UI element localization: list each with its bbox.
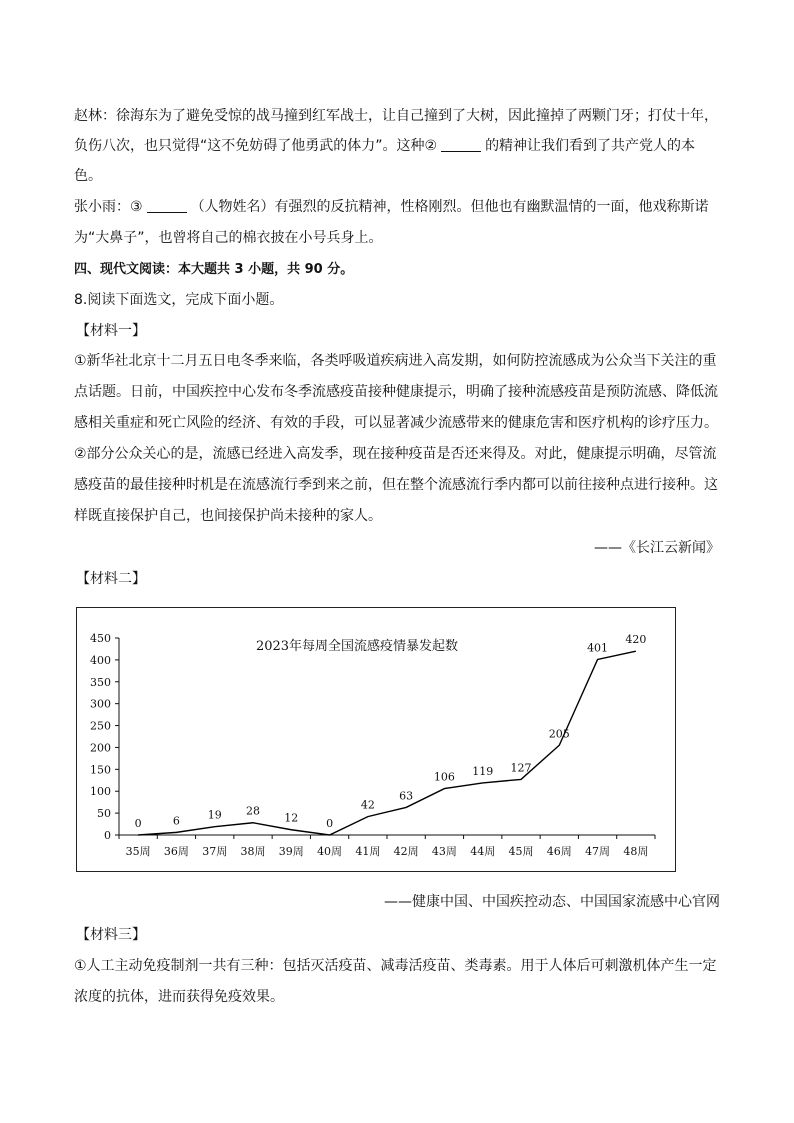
data-label: 420	[625, 633, 647, 647]
material1-line-1: ①新华社北京十二月五日电冬季来临，各类呼吸道疾病进入高发期，如何防控流感成为公众当下关注的重	[74, 353, 717, 369]
zhangxiaoyu-line-1b: （人物姓名）有强烈的反抗精神，性格刚烈。但他也有幽默温情的一面，他戏称斯诺	[190, 199, 709, 215]
x-tick-label: 43周	[431, 845, 457, 858]
material1-line-6: 样既直接保护自己，也间接保护尚未接种的家人。	[74, 508, 382, 524]
zhangxiaoyu-line-1	[74, 197, 709, 217]
x-tick-label: 48周	[623, 845, 649, 858]
x-tick-label: 45周	[508, 845, 534, 858]
material1-label: 【材料一】	[76, 323, 146, 339]
data-label: 63	[399, 789, 414, 803]
zhaolin-line-2b: 的精神让我们看到了共产党人的本	[485, 138, 696, 154]
data-label: 106	[433, 770, 455, 784]
material3-line-2: 浓度的抗体，进而获得免疫效果。	[74, 989, 284, 1005]
material2-source: ——健康中国、中国疾控动态、中国国家流感中心官网	[384, 894, 720, 910]
x-tick-label: 47周	[585, 845, 611, 858]
y-tick-label: 300	[90, 697, 111, 711]
y-tick-label: 200	[90, 741, 111, 755]
material1-line-5: 感疫苗的最佳接种时机是在流感流行季到来之前，但在整个流感流行季内都可以前往接种点进行接种。这	[74, 477, 718, 493]
y-tick-label: 100	[90, 785, 111, 799]
y-tick-label: 400	[90, 653, 111, 667]
material3-line-1: ①人工主动免疫制剂一共有三种：包括灭活疫苗、减毒活疫苗、类毒素。用于人体后可刺激机体产生一定	[74, 958, 717, 974]
line-chart	[77, 608, 675, 871]
material2-label: 【材料二】	[76, 571, 146, 587]
data-label: 12	[284, 811, 299, 825]
x-tick-label: 40周	[317, 845, 343, 858]
data-label: 42	[360, 798, 375, 812]
zhaolin-line-3: 色。	[74, 168, 102, 184]
answer-blank-3[interactable]	[147, 198, 187, 213]
data-label: 28	[246, 804, 260, 818]
material1-line-4: ②部分公众关心的是，流感已经进入高发季，现在接种疫苗是否还来得及。对此，健康提示明确，尽管流	[74, 446, 717, 462]
y-tick-label: 250	[90, 719, 111, 733]
zhaolin-line-1: 赵林：徐海东为了避免受惊的战马撞到红军战士，让自己撞到了大树，因此撞掉了两颗门牙；打仗十年，	[74, 108, 718, 124]
material1-line-3: 感相关重症和死亡风险的经济、有效的手段，可以显著减少流感带来的健康危害和医疗机构的诊疗压力。	[74, 415, 718, 431]
chart-title: 2023年每周全国流感疫情暴发起数	[255, 639, 459, 654]
x-tick-label: 35周	[125, 845, 151, 858]
x-tick-label: 41周	[355, 845, 381, 858]
series-line	[138, 651, 636, 835]
x-tick-label: 44周	[470, 845, 496, 858]
x-tick-label: 46周	[546, 845, 572, 858]
data-label: 205	[548, 727, 570, 741]
chart-frame	[76, 607, 676, 872]
data-label: 19	[207, 808, 222, 822]
data-label: 6	[172, 814, 180, 828]
data-label: 127	[510, 761, 532, 775]
zhaolin-line-2	[74, 136, 695, 156]
zhangxiaoyu-line-2: 为“大鼻子”，也曾将自己的棉衣披在小号兵身上。	[74, 230, 383, 246]
y-tick-label: 450	[90, 632, 111, 645]
x-tick-label: 38周	[240, 845, 266, 858]
data-label: 0	[134, 817, 142, 830]
y-tick-label: 150	[90, 763, 111, 777]
y-tick-label: 0	[104, 829, 111, 842]
question-8-prompt: 8.阅读下面选文，完成下面小题。	[74, 292, 284, 308]
data-label: 401	[587, 641, 609, 655]
x-tick-label: 37周	[202, 845, 228, 858]
data-label: 119	[472, 764, 494, 778]
material3-label: 【材料三】	[76, 927, 146, 943]
data-label: 0	[326, 817, 334, 830]
y-tick-label: 350	[90, 675, 111, 689]
x-tick-label: 42周	[393, 845, 419, 858]
zhangxiaoyu-line-1a: 张小雨：③	[74, 199, 143, 215]
answer-blank-2[interactable]	[441, 137, 481, 152]
material1-source: ——《长江云新闻》	[594, 540, 720, 556]
x-tick-label: 39周	[278, 845, 304, 858]
material1-line-2: 点话题。日前，中国疾控中心发布冬季流感疫苗接种健康提示，明确了接种流感疫苗是预防流感、降低流	[74, 384, 718, 400]
x-tick-label: 36周	[163, 845, 189, 858]
section-heading: 四、现代文阅读：本大题共 3 小题，共 90 分。	[74, 262, 354, 277]
y-tick-label: 50	[97, 807, 111, 821]
zhaolin-line-2a: 负伤八次，也只觉得“这不免妨碍了他勇武的体力”。这种②	[74, 138, 438, 154]
